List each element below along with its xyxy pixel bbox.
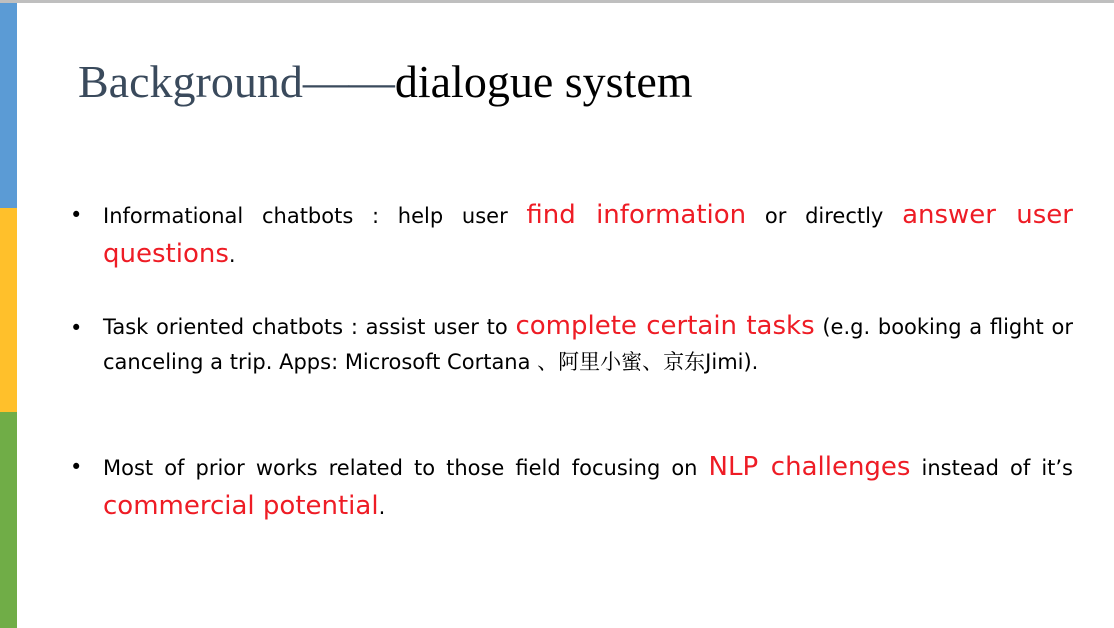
top-border	[0, 0, 1114, 3]
bullet-segment: or directly	[746, 204, 903, 228]
bullet-item-prior-works	[70, 448, 1073, 526]
bullet-item-informational	[70, 196, 1073, 274]
side-bar-yellow	[0, 208, 17, 412]
bullet-dot: •	[70, 203, 83, 227]
highlight-answer-user-questions: answer user questions	[103, 200, 1073, 269]
bullet-dot: •	[70, 316, 83, 340]
bullet-item-task-oriented	[70, 309, 1073, 380]
title-main: Background	[78, 56, 303, 107]
bullet-segment: instead of it’s	[910, 456, 1074, 480]
title-dash: ——	[302, 56, 395, 107]
bullet-segment: Most of prior works related to those field focusing on	[103, 456, 709, 480]
bullet-text	[103, 309, 1073, 380]
bullet-segment: .	[228, 243, 236, 267]
bullet-text	[103, 448, 1073, 526]
side-bar-blue	[0, 3, 17, 208]
bullet-segment: (e.g. booking a flight or canceling a trip. Apps: Microsoft Cortana 、阿里小蜜、京东Jimi).	[103, 315, 1073, 374]
side-bar-green	[0, 412, 17, 628]
bullet-segment: Task oriented chatbots : assist user to	[103, 315, 516, 339]
highlight-nlp-challenges: NLP challenges	[708, 452, 911, 482]
title-rest: dialogue system	[394, 56, 693, 107]
bullet-dot: •	[70, 455, 83, 479]
bullet-text	[103, 196, 1073, 274]
slide-title	[78, 56, 693, 109]
highlight-commercial-potential: commercial potential	[103, 491, 379, 521]
highlight-complete-certain-tasks: complete certain tasks	[515, 311, 815, 341]
highlight-find-information: find information	[526, 200, 747, 230]
bullet-segment: .	[378, 495, 386, 519]
bullet-segment: Informational chatbots : help user	[103, 204, 527, 228]
